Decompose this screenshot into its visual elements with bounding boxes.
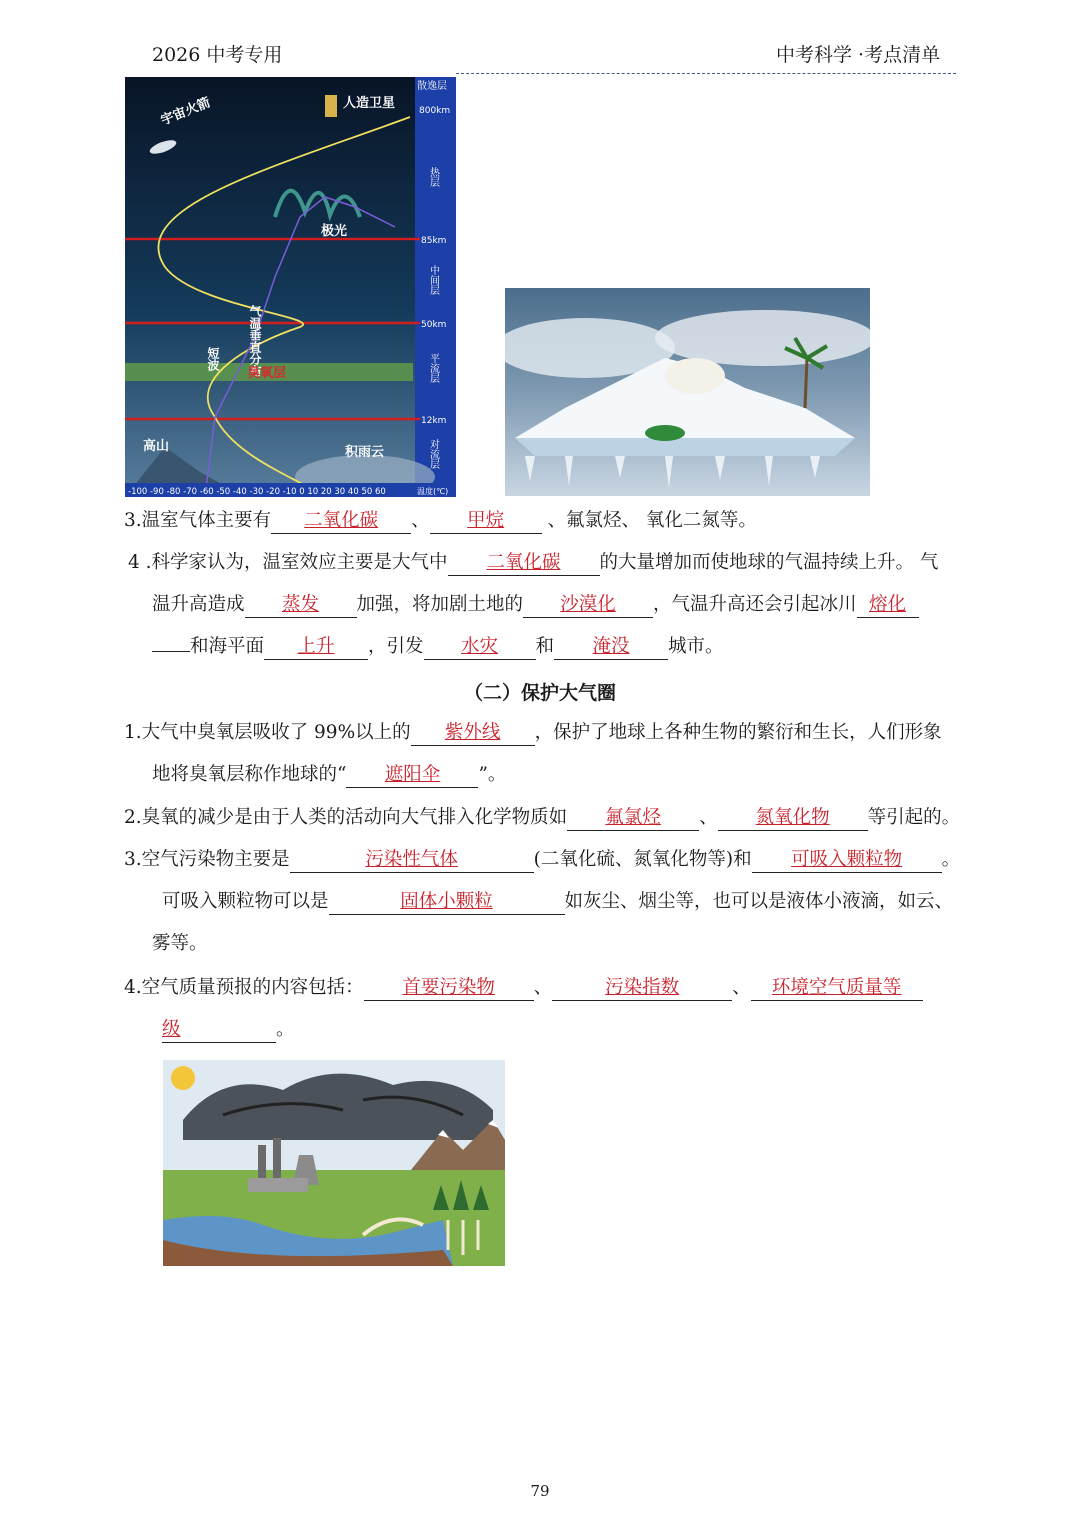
label-mountain: 高山 bbox=[143, 439, 170, 454]
p1-line-1: 1.大气中臭氧层吸收了 99%以上的 紫外线 ，保护了地球上各种生物的繁衍和生长，人们形象 bbox=[124, 720, 942, 746]
p4-blank-3: 环境空气质量等 bbox=[751, 976, 923, 1001]
alt-85: 85km bbox=[421, 236, 447, 246]
label-ozone: 臭氧层 bbox=[247, 366, 287, 381]
q4-line-2: 温升高造成 蒸发 加强，将加剧土地的 沙漠化 ，气温升高还会引起冰川 熔化 bbox=[152, 592, 919, 618]
p4-blank-3-cont: 级 bbox=[162, 1018, 276, 1043]
atmosphere-structure-figure bbox=[125, 77, 456, 497]
alt-800: 800km bbox=[419, 106, 451, 116]
layer-troposphere: 对流层 bbox=[427, 439, 439, 469]
melting-iceberg-photo bbox=[505, 288, 870, 496]
q4-blank-7: 淹没 bbox=[554, 635, 668, 660]
q4-line-3: 和海平面 上升 ，引发 水灾 和 淹没 城市。 bbox=[152, 634, 724, 660]
p2-line: 2.臭氧的减少是由于人类的活动向大气排入化学物质如 氟氯烃 、 氮氧化物 等引起的。 bbox=[124, 805, 960, 831]
q4-blank-5: 上升 bbox=[264, 635, 368, 660]
p1-line-2: 地将臭氧层称作地球的“ 遮阳伞 ”。 bbox=[152, 762, 506, 788]
q4-blank-6: 水灾 bbox=[424, 635, 536, 660]
p4-line-2: 级 。 bbox=[162, 1017, 295, 1043]
q4-blank-4: 熔化 bbox=[857, 593, 919, 618]
q3-sep: 、 bbox=[411, 510, 430, 531]
label-satellite: 人造卫星 bbox=[343, 96, 396, 111]
q3-blank-1: 二氧化碳 bbox=[271, 509, 411, 534]
q4-blank-3: 沙漠化 bbox=[523, 593, 653, 618]
header-divider bbox=[456, 73, 956, 74]
p1-blank-1: 紫外线 bbox=[411, 721, 535, 746]
q4-blank-1: 二氧化碳 bbox=[448, 551, 600, 576]
header-left: 2026 中考专用 bbox=[152, 44, 283, 66]
label-cloud: 积雨云 bbox=[345, 445, 385, 460]
section-title: （二）保护大气圈 bbox=[463, 682, 616, 704]
q4-line-1: 4 .科学家认为，温室效应主要是大气中 二氧化碳 的大量增加而使地球的气温持续上升。 气 bbox=[128, 550, 938, 576]
page-number: 79 bbox=[530, 1482, 550, 1500]
layer-exosphere: 散逸层 bbox=[417, 81, 447, 92]
label-temp-dist: 气温垂直分布 bbox=[248, 305, 262, 377]
label-rocket: 宇宙火箭 bbox=[158, 95, 213, 129]
p3-line-2: 可吸入颗粒物可以是 固体小颗粒 如灰尘、烟尘等，也可以是液体小液滴，如云、 bbox=[162, 889, 953, 915]
p3-line-3: 雾等。 bbox=[152, 933, 208, 954]
header-right: 中考科学 ·考点清单 bbox=[776, 44, 941, 66]
temp-axis-unit: 温度(℃) bbox=[417, 487, 449, 496]
alt-50: 50km bbox=[421, 320, 447, 330]
p4-blank-1: 首要污染物 bbox=[364, 976, 534, 1001]
p4-line-1: 4.空气质量预报的内容包括： 首要污染物 、 污染指数 、 环境空气质量等 bbox=[124, 975, 923, 1001]
label-aurora: 极光 bbox=[321, 224, 348, 239]
p2-blank-1: 氟氯烃 bbox=[567, 806, 699, 831]
layer-mesosphere: 中间层 bbox=[427, 265, 439, 295]
q3-suffix: 、氟氯烃、 氧化二氮等。 bbox=[541, 510, 757, 531]
p4-blank-2: 污染指数 bbox=[552, 976, 732, 1001]
q3-line bbox=[124, 508, 757, 534]
p3-blank-2: 可吸入颗粒物 bbox=[752, 848, 942, 873]
layer-stratosphere: 平流层 bbox=[427, 353, 439, 383]
alt-12: 12km bbox=[421, 416, 447, 426]
air-pollution-cycle-illustration bbox=[163, 1060, 505, 1266]
layer-thermosphere: 热层 bbox=[427, 167, 439, 187]
q4-blank-4-cont bbox=[152, 651, 190, 652]
q4-blank-2: 蒸发 bbox=[245, 593, 357, 618]
p2-blank-2: 氮氧化物 bbox=[718, 806, 868, 831]
p3-blank-1: 污染性气体 bbox=[290, 848, 534, 873]
p3-blank-3: 固体小颗粒 bbox=[329, 890, 565, 915]
label-shortwave: 短波 bbox=[206, 347, 220, 371]
q3-blank-2: 甲烷 bbox=[430, 509, 542, 534]
temp-axis-ticks: -100 -90 -80 -70 -60 -50 -40 -30 -20 -10 0 10 20 30 40 50 60 bbox=[128, 487, 386, 497]
p3-line-1: 3.空气污染物主要是 污染性气体 (二氧化硫、氮氧化物等)和 可吸入颗粒物 。 bbox=[124, 847, 960, 873]
p1-blank-2: 遮阳伞 bbox=[346, 763, 478, 788]
q3-prefix: 3.温室气体主要有 bbox=[124, 510, 272, 531]
